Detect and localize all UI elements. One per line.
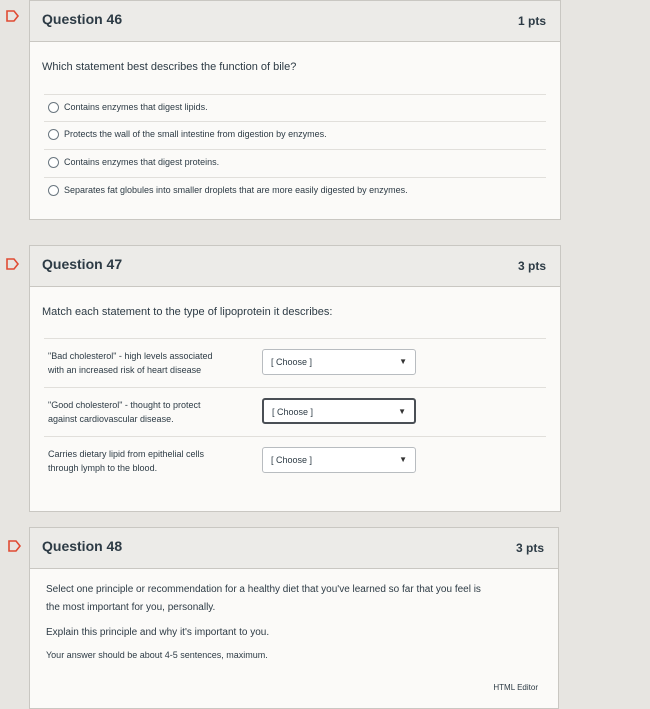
question-prompt: Which statement best describes the function of bile? (42, 61, 297, 73)
choose-dropdown[interactable] (262, 398, 416, 424)
choose-dropdown[interactable] (262, 447, 416, 473)
question-48-card (29, 527, 559, 709)
match-row (44, 387, 546, 436)
match-row (44, 338, 546, 387)
question-47-card (29, 245, 561, 512)
question-points: 3 pts (517, 259, 546, 273)
match-statement: Carries dietary lipid from epithelial cells through lymph to the blood. (48, 449, 205, 473)
dropdown-value: [ Choose ] (271, 357, 313, 367)
radio-button[interactable] (48, 129, 59, 140)
answer-label: Contains enzymes that digest lipids. (64, 102, 208, 112)
flag-icon[interactable] (8, 540, 22, 552)
question-prompt-line-1: Select one principle or recommendation for a healthy diet that you've learned so far that you feel is (46, 584, 481, 595)
answer-label: Protects the wall of the small intestine from digestion by enzymes. (64, 129, 327, 139)
html-editor-link[interactable]: HTML Editor (493, 683, 538, 692)
chevron-down-icon: ▼ (398, 407, 406, 416)
dropdown-value: [ Choose ] (272, 407, 314, 417)
question-46-header (30, 1, 560, 42)
choose-dropdown[interactable] (262, 349, 416, 375)
radio-button[interactable] (48, 185, 59, 196)
question-title: Question 47 (42, 256, 123, 272)
question-instruction: Explain this principle and why it's important to you. (46, 627, 270, 638)
flag-icon[interactable] (6, 10, 20, 22)
match-statement: "Bad cholesterol" - high levels associated with an increased risk of heart disease (48, 351, 213, 375)
radio-button[interactable] (48, 102, 59, 113)
question-points: 3 pts (515, 541, 544, 555)
radio-button[interactable] (48, 157, 59, 168)
chevron-down-icon: ▼ (399, 357, 407, 366)
question-title: Question 48 (42, 538, 123, 554)
match-statement: "Good cholesterol" - thought to protect against cardiovascular disease. (48, 400, 201, 424)
question-title: Question 46 (42, 11, 123, 27)
question-prompt-line-2: the most important for you, personally. (46, 602, 216, 613)
question-length-note: Your answer should be about 4-5 sentences, maximum. (46, 650, 268, 660)
answer-option[interactable] (44, 121, 546, 148)
chevron-down-icon: ▼ (399, 455, 407, 464)
answer-option[interactable] (44, 177, 546, 204)
question-47-header (30, 246, 560, 287)
question-48-header (30, 528, 558, 569)
match-row (44, 436, 546, 485)
question-prompt: Match each statement to the type of lipoprotein it describes: (42, 306, 333, 318)
answer-option[interactable] (44, 94, 546, 121)
question-46-card (29, 0, 561, 220)
answer-option[interactable] (44, 149, 546, 176)
flag-icon[interactable] (6, 258, 20, 270)
answer-label: Contains enzymes that digest proteins. (64, 157, 220, 167)
dropdown-value: [ Choose ] (271, 455, 313, 465)
answer-label: Separates fat globules into smaller droplets that are more easily digested by enzymes. (64, 185, 408, 195)
question-points: 1 pts (517, 14, 546, 28)
